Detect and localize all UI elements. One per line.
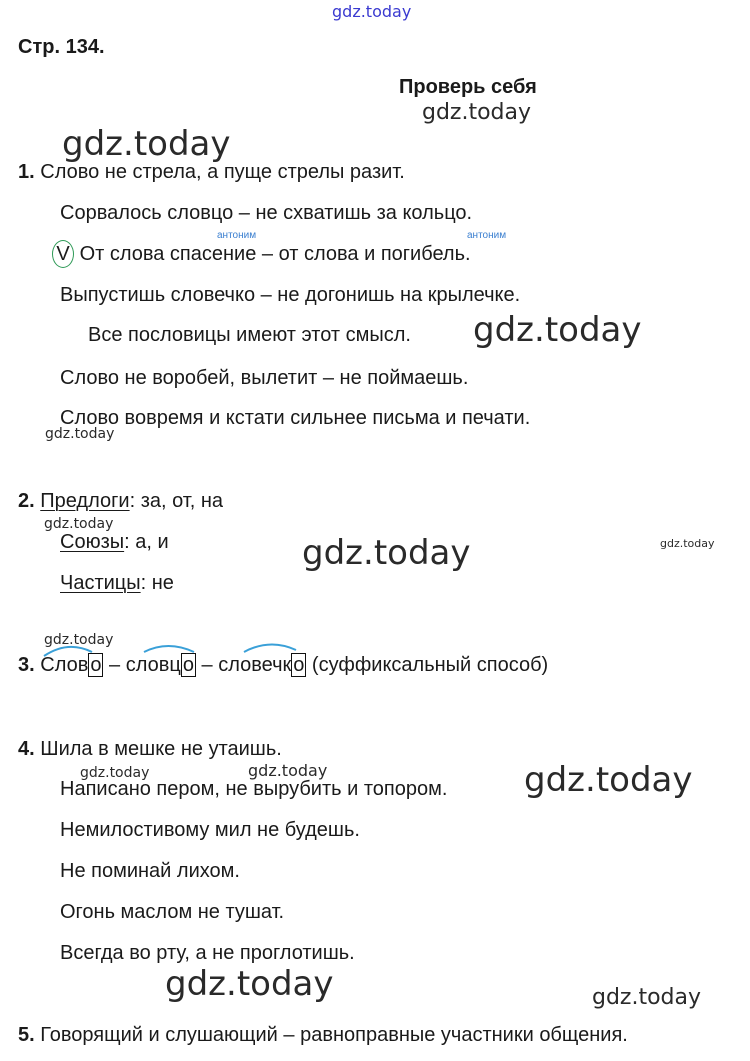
summary-line: Все пословицы имеют этот смысл. (88, 324, 411, 346)
watermark: gdz.today (302, 533, 471, 573)
proverb-line: Слово вовремя и кстати сильнее письма и печати. (60, 407, 531, 429)
root-arc-icon (244, 644, 296, 652)
ending-box: о (293, 654, 305, 676)
dash: – (103, 654, 126, 676)
conjunctions-value: : а, и (124, 531, 169, 553)
watermark: gdz.today (660, 537, 715, 550)
antonym-label: антоним (467, 230, 507, 241)
watermark: gdz.today (80, 765, 150, 781)
proverb-line: От слова спасение – от слова и погибель. (79, 243, 471, 265)
proverb-line: Шила в мешке не утаишь. (40, 738, 282, 760)
word-with-ending: Слов о (40, 654, 102, 676)
question-number: 5. (18, 1024, 35, 1046)
antonym-label: антоним (217, 230, 257, 241)
proverb-line: Выпустишь словечко – не догонишь на крылечке. (60, 284, 521, 306)
word-with-ending: словц о (125, 654, 194, 676)
dash: – (195, 654, 219, 676)
watermark: gdz.today (248, 761, 328, 780)
watermark: gdz.today (44, 516, 114, 532)
proverb-line: Слово не стрела, а пуще стрелы разит. (40, 161, 405, 183)
watermark: gdz.today (332, 2, 412, 21)
answer-text: Говорящий и слушающий – равноправные участники общения. (40, 1024, 628, 1046)
watermark: gdz.today (62, 124, 231, 164)
watermark: gdz.today (524, 760, 693, 800)
proverb-line: Написано пером, не вырубить и топором. (60, 778, 448, 800)
proverb-line: Немилостивому мил не будешь. (60, 819, 360, 841)
proverb-line: Огонь маслом не тушат. (60, 901, 285, 923)
watermark: gdz.today (592, 985, 702, 1010)
word-with-ending: словечк о (218, 654, 305, 676)
root-arc-icon (144, 646, 194, 652)
proverb-line: Сорвалось словцо – не схватишь за кольцо. (60, 202, 473, 224)
page-reference: Стр. 134. (18, 36, 105, 58)
particles-label: Частицы (60, 572, 141, 594)
watermark: gdz.today (45, 426, 115, 442)
watermark: gdz.today (44, 632, 114, 648)
watermark: gdz.today (422, 100, 532, 125)
proverb-line: Не поминай лихом. (60, 860, 240, 882)
formation-method: (суффиксальный способ) (306, 654, 549, 676)
ending-box: о (90, 654, 102, 676)
watermark: gdz.today (165, 964, 334, 1004)
question-3 (18, 653, 548, 677)
watermark: gdz.today (473, 310, 642, 350)
proverb-line: Слово не воробей, вылетит – не поймаешь. (60, 367, 469, 389)
conjunctions-label: Союзы (60, 531, 125, 553)
question-number: 4. (18, 738, 35, 760)
page-title: Проверь себя (399, 76, 537, 98)
proverb-line: Всегда во рту, а не проглотишь. (60, 942, 355, 964)
particles-value: : не (140, 572, 174, 594)
prepositions-value: : за, от, на (129, 490, 224, 512)
question-number: 2. (18, 490, 35, 512)
question-4 (18, 737, 282, 761)
ending-box: о (182, 654, 194, 676)
question-5 (18, 1023, 628, 1047)
question-number: 1. (18, 161, 35, 183)
question-number: 3. (18, 654, 35, 676)
check-mark-icon: V (52, 240, 74, 268)
prepositions-label: Предлоги (40, 490, 130, 512)
